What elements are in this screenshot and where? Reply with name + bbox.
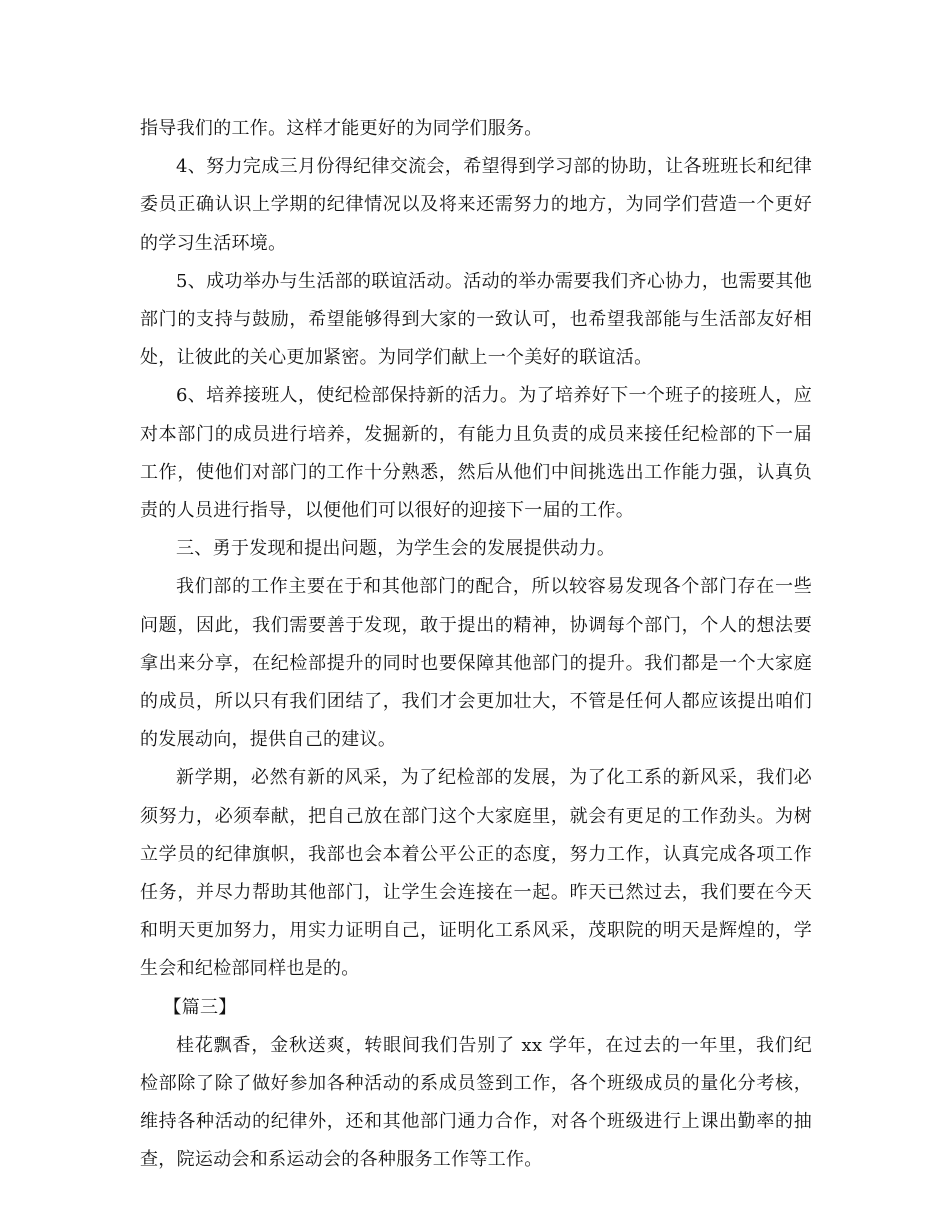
paragraph-item-4: 4、努力完成三月份得纪律交流会，希望得到学习部的协助，让各班班长和纪律委员正确认识上学期的纪律情况以及将来还需努力的地方，为同学们营造一个更好的学习生活环境。 xyxy=(140,156,812,254)
paragraph-cooperation: 我们部的工作主要在于和其他部门的配合，所以较容易发现各个部门存在一些问题，因此，我们需要善于发现，敢于提出的精神，协调每个部门，个人的想法要拿出来分享，在纪检部提升的同时也要保障其他部门的提升。我们都是一个大家庭的成员，所以只有我们团结了，我们才会更加壮大，不管是任何人都应该提出咱们的发展动向，提供自己的建议。 xyxy=(140,576,812,751)
section-heading-three: 三、勇于发现和提出问题，为学生会的发展提供动力。 xyxy=(176,538,616,560)
paragraph-item-5: 5、成功举办与生活部的联谊活动。活动的举办需要我们齐心协力，也需要其他部门的支持与鼓励，希望能够得到大家的一致认可，也希望我部能与生活部友好相处，让彼此的关心更加紧密。为同学们献上一个美好的联谊活。 xyxy=(140,270,812,369)
paragraph-new-semester: 新学期，必然有新的风采，为了纪检部的发展，为了化工系的新风采，我们必须努力，必须奉献，把自己放在部门这个大家庭里，就会有更足的工作劲头。为树立学员的纪律旗帜，我部也会本着公平公正的态度，努力工作，认真完成各项工作任务，并尽力帮助其他部门，让学生会连接在一起。昨天已然过去，我们要在今天和明天更加努力，用实力证明自己，证明化工系风采，茂职院的明天是辉煌的，学生会和纪检部同样也是的。 xyxy=(140,767,812,980)
paragraph-part-three-intro: 桂花飘香，金秋送爽，转眼间我们告别了 xx 学年，在过去的一年里，我们纪检部除了除了做好参加各种活动的系成员签到工作，各个班级成员的量化分考核，维持各种活动的纪律外，还和其他部门通力合作，对各个班级进行上课出勤率的抽查，院运动会和系运动会的各种服务工作等工作。 xyxy=(140,1034,812,1171)
paragraph-item-6: 6、培养接班人，使纪检部保持新的活力。为了培养好下一个班子的接班人，应对本部门的成员进行培养，发掘新的，有能力且负责的成员来接任纪检部的下一届工作，使他们对部门的工作十分熟悉，然后从他们中间挑选出工作能力强，认真负责的人员进行指导，以便他们可以很好的迎接下一届的工作。 xyxy=(140,385,812,522)
chapter-heading-part-three: 【篇三】 xyxy=(163,996,237,1018)
document-body xyxy=(140,110,812,1180)
paragraph-continuation: 指导我们的工作。这样才能更好的为同学们服务。 xyxy=(140,118,543,139)
